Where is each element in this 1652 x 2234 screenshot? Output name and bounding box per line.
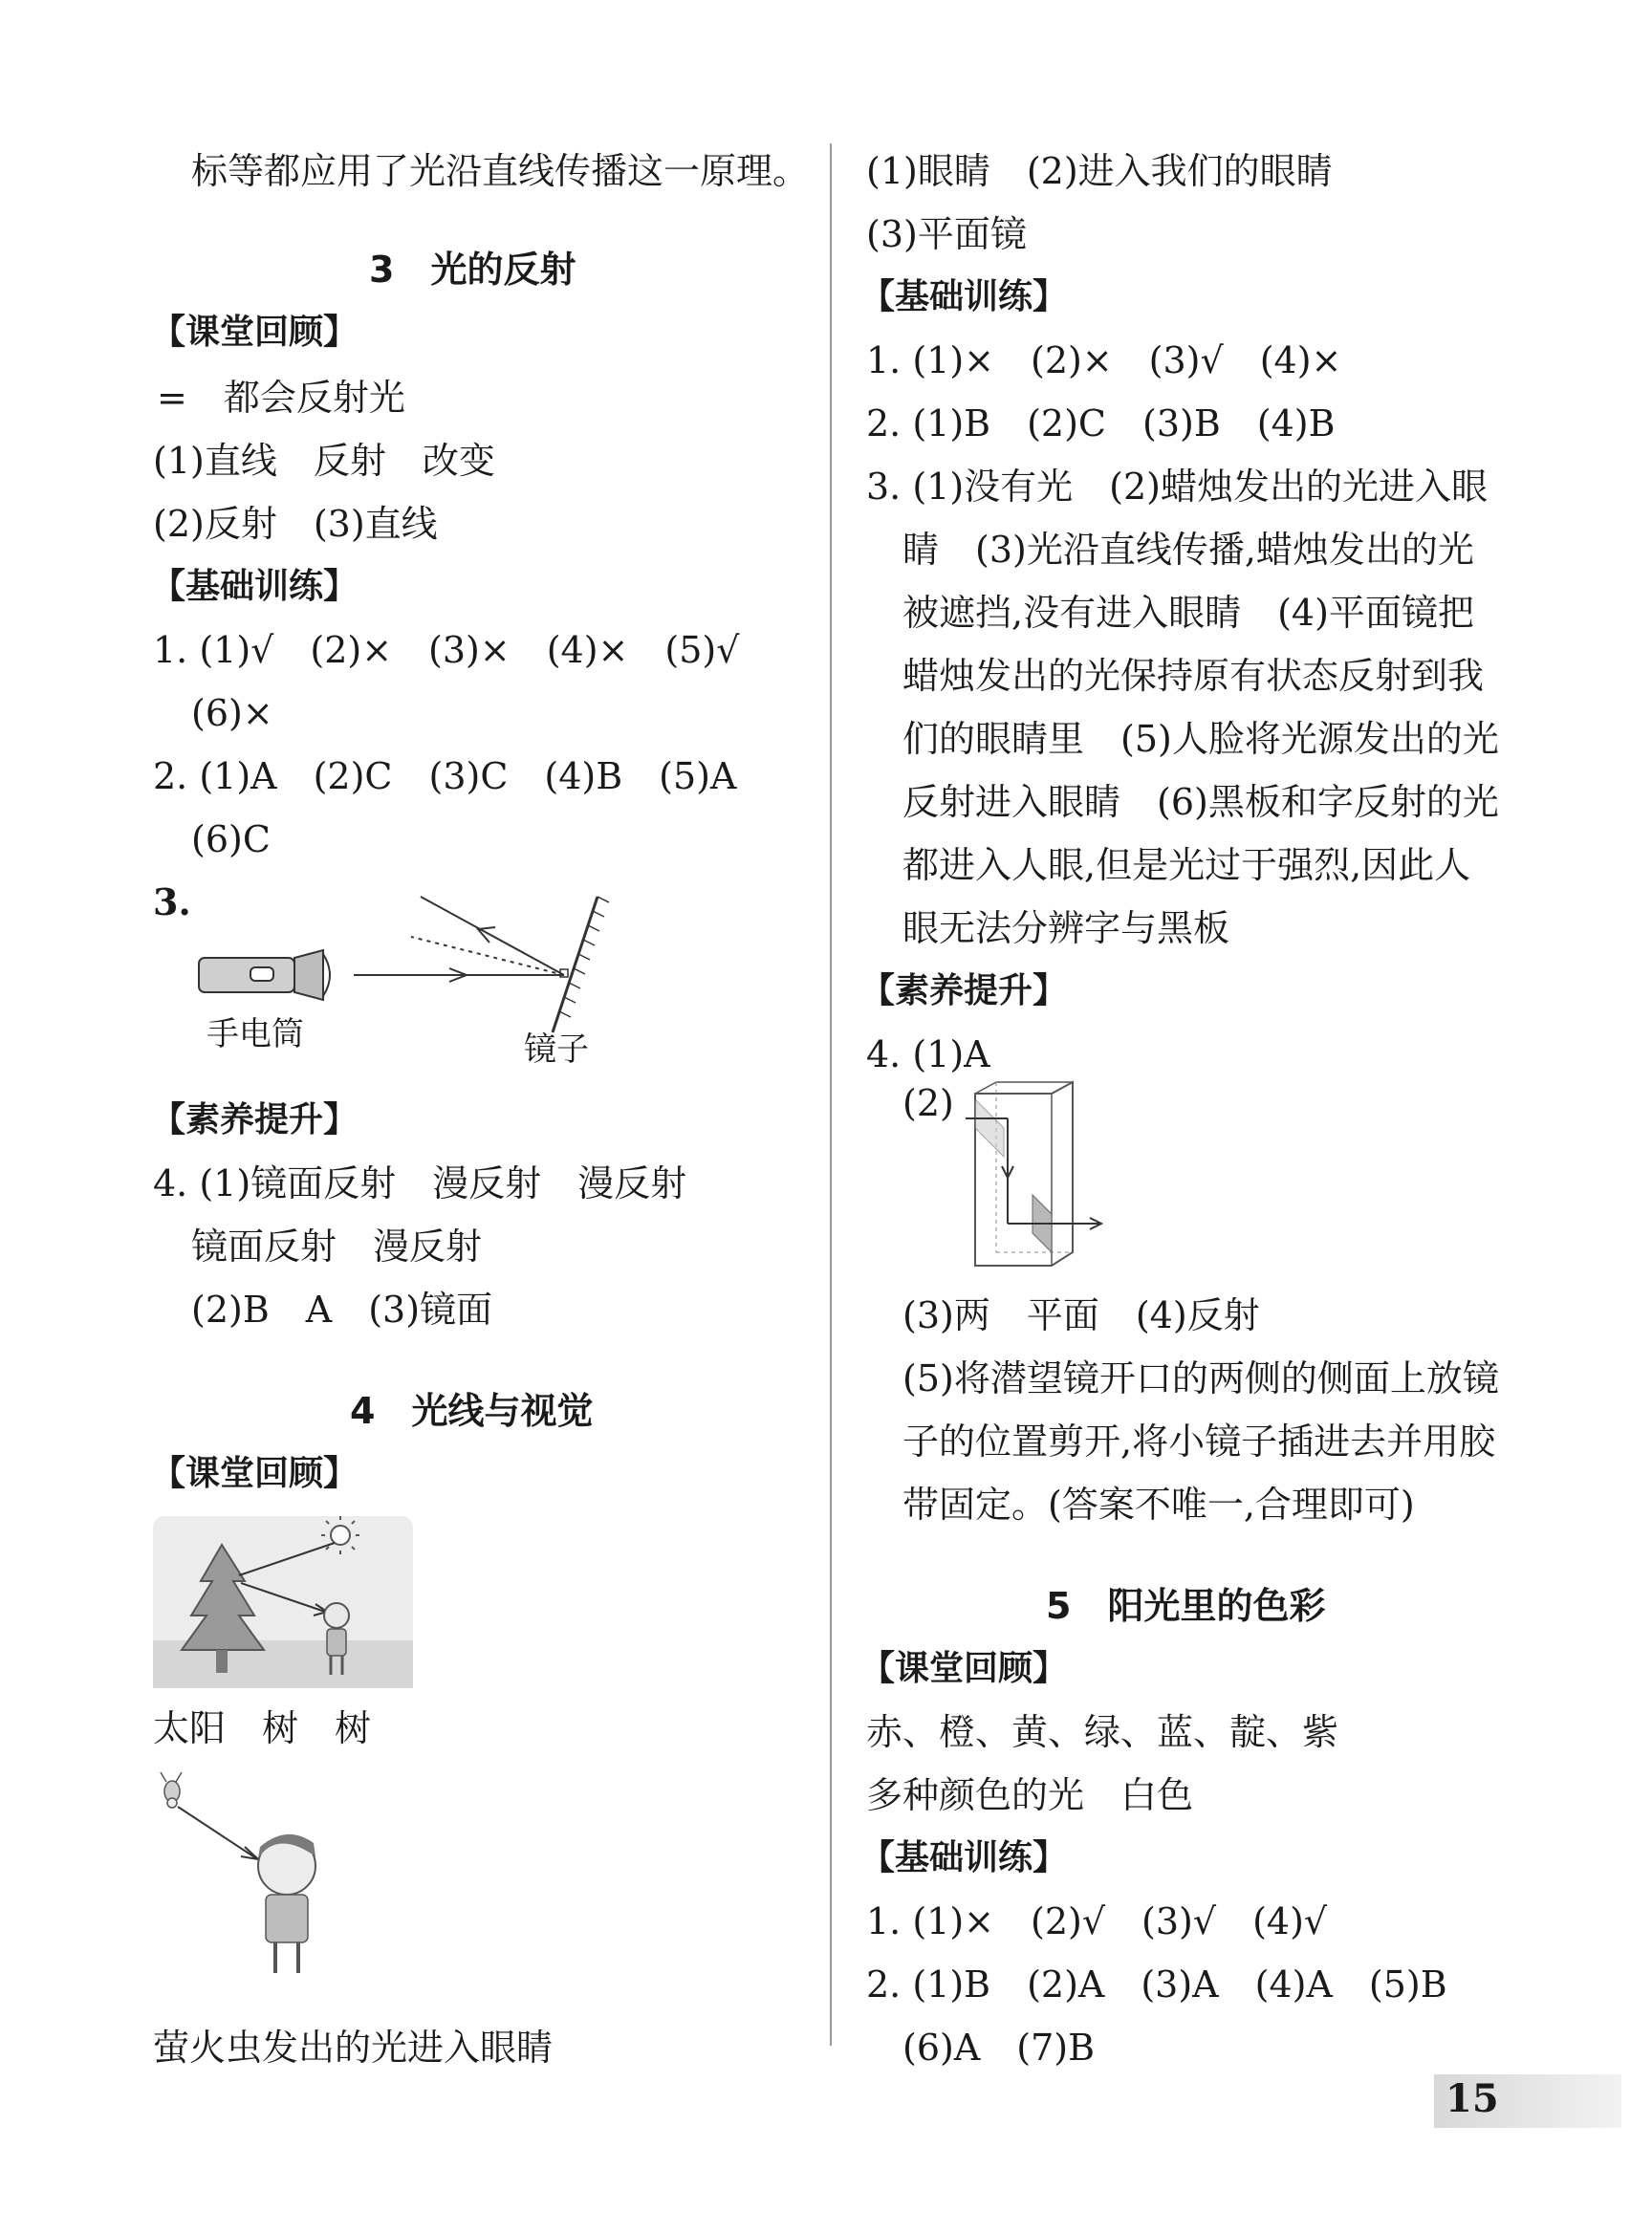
sec4-q4-line-6: 带固定。(答案不唯一,合理即可) <box>902 1484 1415 1526</box>
column-divider <box>830 143 832 2046</box>
sec4-q3-line-5: 们的眼睛里 (5)人脸将光源发出的光 <box>902 718 1499 760</box>
boy-icon <box>258 1834 315 1973</box>
sec4-q3-line-7: 都进入人眼,但是光过于强烈,因此人 <box>902 844 1471 886</box>
intro-text: 标等都应用了光沿直线传播这一原理。 <box>191 150 810 192</box>
page-number: 15 <box>1446 2076 1499 2121</box>
sec4-q4-line-1: 4. (1)A <box>866 1033 990 1075</box>
sec3-q4-line-2: 镜面反射 漫反射 <box>191 1225 483 1268</box>
sec5-basic-header: 【基础训练】 <box>860 1838 1068 1877</box>
sec4-q4-line-5: 子的位置剪开,将小镜子插进去并用胶 <box>902 1421 1496 1463</box>
sec3-q1-line-1: 1. (1)√ (2)× (3)× (4)× (5)√ <box>153 629 740 671</box>
sec4-review-answer-1: (1)眼睛 (2)进入我们的眼睛 <box>866 150 1333 192</box>
normal-line <box>411 937 564 975</box>
sec3-improve-header: 【素养提升】 <box>151 1100 359 1139</box>
sec4-q3-line-2: 睛 (3)光沿直线传播,蜡烛发出的光 <box>902 529 1474 571</box>
sec4-q4-line-4: (5)将潜望镜开口的两侧的侧面上放镜 <box>902 1357 1499 1399</box>
sec4-review-answer-2: (3)平面镜 <box>866 213 1027 255</box>
sec4-review-header: 【课堂回顾】 <box>151 1454 359 1493</box>
sun-tree-picture <box>153 1516 413 1688</box>
sec3-q3-number: 3. <box>153 880 191 923</box>
sec4-figure-2-caption: 萤火虫发出的光进入眼睛 <box>153 2027 554 2069</box>
sec5-q1: 1. (1)× (2)√ (3)√ (4)√ <box>866 1900 1328 1942</box>
sec5-q2-line-1: 2. (1)B (2)A (3)A (4)A (5)B <box>866 1963 1447 2006</box>
firefly-icon <box>161 1772 182 1808</box>
sec3-review-line-3: (2)反射 (3)直线 <box>153 503 438 545</box>
sec3-q2-line-1: 2. (1)A (2)C (3)C (4)B (5)A <box>153 755 737 797</box>
sec4-q3-line-1: 3. (1)没有光 (2)蜡烛发出的光进入眼 <box>866 466 1488 508</box>
periscope-figure <box>966 1080 1109 1271</box>
section-5-title: 5 阳光里的色彩 <box>1046 1585 1326 1627</box>
sec3-q1-line-2: (6)× <box>191 692 273 734</box>
sec4-figure-1-caption: 太阳 树 树 <box>153 1707 372 1749</box>
sec3-basic-header: 【基础训练】 <box>151 567 359 606</box>
section-4-title: 4 光线与视觉 <box>350 1390 594 1432</box>
sec4-q3-line-4: 蜡烛发出的光保持原有状态反射到我 <box>902 655 1485 697</box>
flashlight-label: 手电筒 <box>206 1015 304 1053</box>
firefly-picture <box>153 1770 335 1981</box>
mirror-icon <box>553 897 609 1032</box>
sec5-review-header: 【课堂回顾】 <box>860 1649 1068 1688</box>
sec4-improve-header: 【素养提升】 <box>860 971 1068 1010</box>
sec4-q4-line-3: (3)两 平面 (4)反射 <box>902 1294 1260 1336</box>
sec3-review-line-1: = 都会反射光 <box>157 377 405 419</box>
sec4-q3-line-8: 眼无法分辨字与黑板 <box>902 907 1230 949</box>
mirror-label: 镜子 <box>524 1030 589 1069</box>
reflected-ray <box>421 897 564 975</box>
sec4-q1: 1. (1)× (2)× (3)√ (4)× <box>866 339 1342 381</box>
sec3-q4-line-3: (2)B A (3)镜面 <box>191 1289 493 1331</box>
sec3-review-line-2: (1)直线 反射 改变 <box>153 440 495 482</box>
sec3-q4-line-1: 4. (1)镜面反射 漫反射 漫反射 <box>153 1162 687 1204</box>
flashlight-icon <box>199 950 330 1000</box>
sec4-q4-part-2-label: (2) <box>902 1082 954 1124</box>
sec4-basic-header: 【基础训练】 <box>860 277 1068 316</box>
sec3-q2-line-2: (6)C <box>191 818 271 860</box>
section-3-title: 3 光的反射 <box>369 249 576 291</box>
sec4-q3-line-3: 被遮挡,没有进入眼睛 (4)平面镜把 <box>902 592 1474 634</box>
sec3-review-header: 【课堂回顾】 <box>151 313 359 352</box>
sec4-q3-line-6: 反射进入眼睛 (6)黑板和字反射的光 <box>902 781 1499 823</box>
sec5-q2-line-2: (6)A (7)B <box>902 2027 1096 2069</box>
sec5-review-answer-1: 赤、橙、黄、绿、蓝、靛、紫 <box>866 1711 1339 1753</box>
sec4-q2: 2. (1)B (2)C (3)B (4)B <box>866 402 1336 445</box>
sec5-review-answer-2: 多种颜色的光 白色 <box>866 1774 1194 1816</box>
